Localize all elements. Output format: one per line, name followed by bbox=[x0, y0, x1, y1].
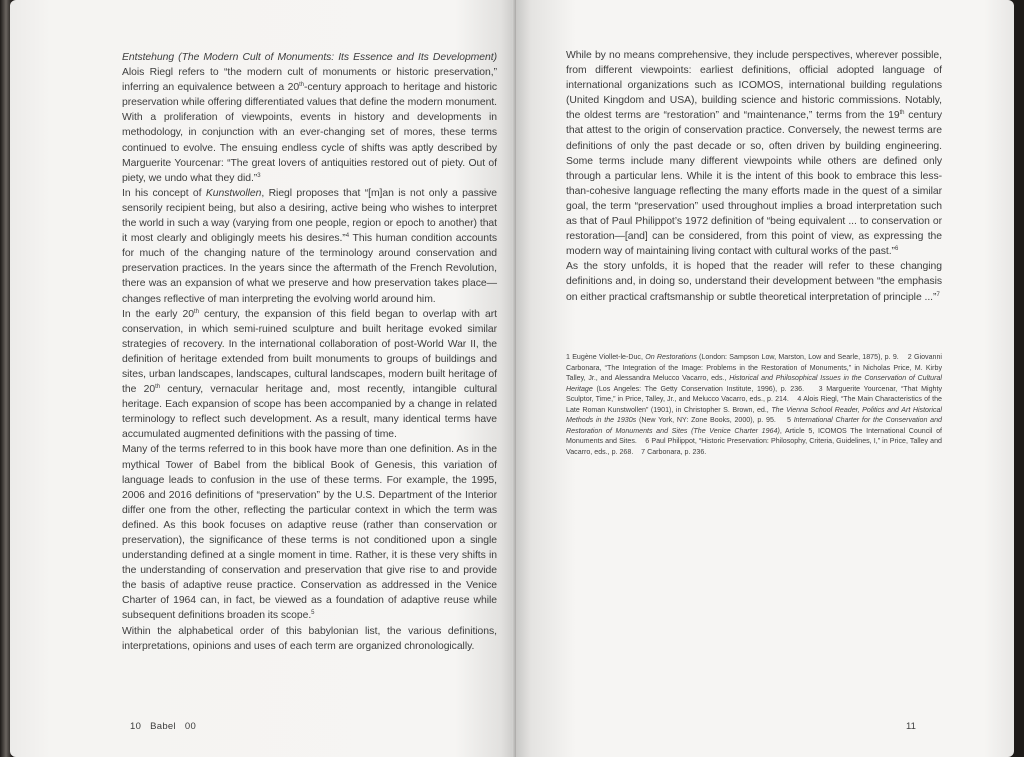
right-body-text bbox=[566, 48, 942, 305]
paragraph: Many of the terms referred to in this book have more than one definition. As in the mythical Tower of Babel from the biblical Book of Genesis, this variation of language leads to confusion in the use of these terms. For example, the 1995, 2006 and 2016 definitions of “preservation” by the U.S. Department of the Interior differ one from the other, reflecting the particular context in which the term was defined. As this book focuses on adaptive reuse (rather than conservation or preservation), the significance of these terms is not conditioned upon a single understanding defined at a single moment in time. Rather, it is these very shifts in the understanding of conservation and preservation that give rise to and provide the basis of adaptive reuse practice. Conservation as addressed in the Venice Charter of 1964 can, in fact, be viewed as a foundation of adaptive reuse while subsequent definitions broaden its scope.$^5$ bbox=[122, 444, 497, 622]
footnote-text: 1 Eugène Viollet-le-Duc, On Restorations (London: Sampson Low, Marston, Low and Searle, 1875), p. 9. 2 Giovanni Carbonara, “The Integration of the Image: Problems in the Restoration of Monuments,” in Nicholas Price, M. Kirby Talley, Jr., and Alessandra Melucco Vacarro, eds., Historical and Philosophical Issues in the Conservation of Cultural Heritage (Los Angeles: The Getty Conservation Institute, 1996), p. 236. 3 Marguerite Yourcenar, “That Mighty Sculptor, Time,” in Price, Talley, Jr., and Melucco Vacarro, eds., p. 214. 4 Alois Riegl, “The Main Characteristics of the Late Roman Kunstwollen” (1901), in Christopher S. Brown, ed., The Vienna School Reader, Politics and Art Historical Methods in the 1930s (New York, NY: Zone Books, 2000), p. 95. 5 International Charter for the Conservation and Restoration of Monuments and Sites (The Venice Charter 1964), Article 5, ICOMOS The International Council of Monuments and Sites. 6 Paul Philippot, “Historic Preservation: Philosophy, Criteria, Guidelines, I,” in Price, Talley and Vacarro, eds., p. 268. 7 Carbonara, p. 236. bbox=[566, 353, 942, 456]
right-page bbox=[516, 0, 1014, 757]
running-title: Babel bbox=[150, 721, 176, 732]
footnotes bbox=[566, 352, 942, 457]
left-folio bbox=[130, 721, 196, 732]
right-folio bbox=[906, 721, 916, 732]
paragraph: As the story unfolds, it is hoped that the reader will refer to these changing definitions and, in doing so, understand their development between “the emphasis on either practical craftsmanship or subtle theoretical interpretation of principle ...”$^7$ bbox=[566, 261, 942, 303]
left-body-text bbox=[122, 50, 497, 654]
running-issue: 00 bbox=[184, 721, 197, 732]
paragraph: While by no means comprehensive, they include perspectives, wherever possible, from different viewpoints: earliest definitions, official adopted language of international organizations such as ICOMOS, international building regulations (United Kingdom and USA), building science and historic commissions. Notably, the oldest terms are “restoration” and “maintenance,” terms from the 19th century that attest to the origin of conservation practice. Conversely, the newest terms are definitions of only the past decade or so, often driven by building engineering. Some terms include many different viewpoints while others are defined only through a particular lens. While it is the intent of this book to embrace this less-than-cohesive language reflecting the many efforts made in the quest of a similar goal, the term “preservation” used throughout implies a broad interpretation such as that of Paul Philippot’s 1972 definition of “being equivalent ... to conservation or restoration—[and] can be considered, from this point of view, as expressing the modern way of maintaining living contact with cultural works of the past.”$^6$ bbox=[566, 50, 942, 258]
page-number: 11 bbox=[906, 721, 916, 732]
paragraph: Within the alphabetical order of this babylonian list, the various definitions, interpretations, opinions and uses of each term are organized chronologically. bbox=[122, 625, 497, 652]
paragraph: In the early 20th century, the expansion of this field began to overlap with art conservation, in which semi-ruined sculpture and built heritage evoked similar strategies of recovery. In the international collaboration of post-World War II, the definition of heritage extended from built monuments to groups of buildings and sites, urban landscapes, landscapes, cultural landscapes, modern built heritage of the 20th century, vernacular heritage and, most recently, intangible cultural heritage. Each expansion of scope has been accompanied by a change in related terminology to reflect such development. As a result, many identical terms have accumulated augmented definitions with the passing of time. bbox=[122, 308, 497, 441]
page-number: 10 bbox=[130, 721, 142, 732]
left-page bbox=[10, 0, 516, 757]
paragraph: Entstehung (The Modern Cult of Monuments: Its Essence and Its Development) Alois Riegl refers to “the modern cult of monuments or historic preservation,” inferring an equivalence between a 20th-century approach to heritage and historic preservation while offering differentiated values that define the modern monument. With a proliferation of viewpoints, events in history and developments in methodology, in conjunction with an ever-changing set of mores, these terms continued to evolve. The ensuing endless cycle of shifts was aptly described by Marguerite Yourcenar: “The great lovers of antiquities restored out of piety. Out of piety, we undo what they did.”$^3$ bbox=[122, 52, 497, 184]
paragraph: In his concept of Kunstwollen, Riegl proposes that “[m]an is not only a passive sensorily recipient being, but also a desiring, active being who wishes to interpret the world in such a way (varying from one people, region or epoch to another) that it most clearly and obligingly meets his desires.”$^4$ This human condition accounts for much of the changing nature of the terminology around conservation and preservation practices. In the years since the aftermath of the French Revolution, there was an expansion of what we preserve and how preservation takes place—changes reflective of man interpreting the evolving world around him. bbox=[122, 187, 497, 305]
